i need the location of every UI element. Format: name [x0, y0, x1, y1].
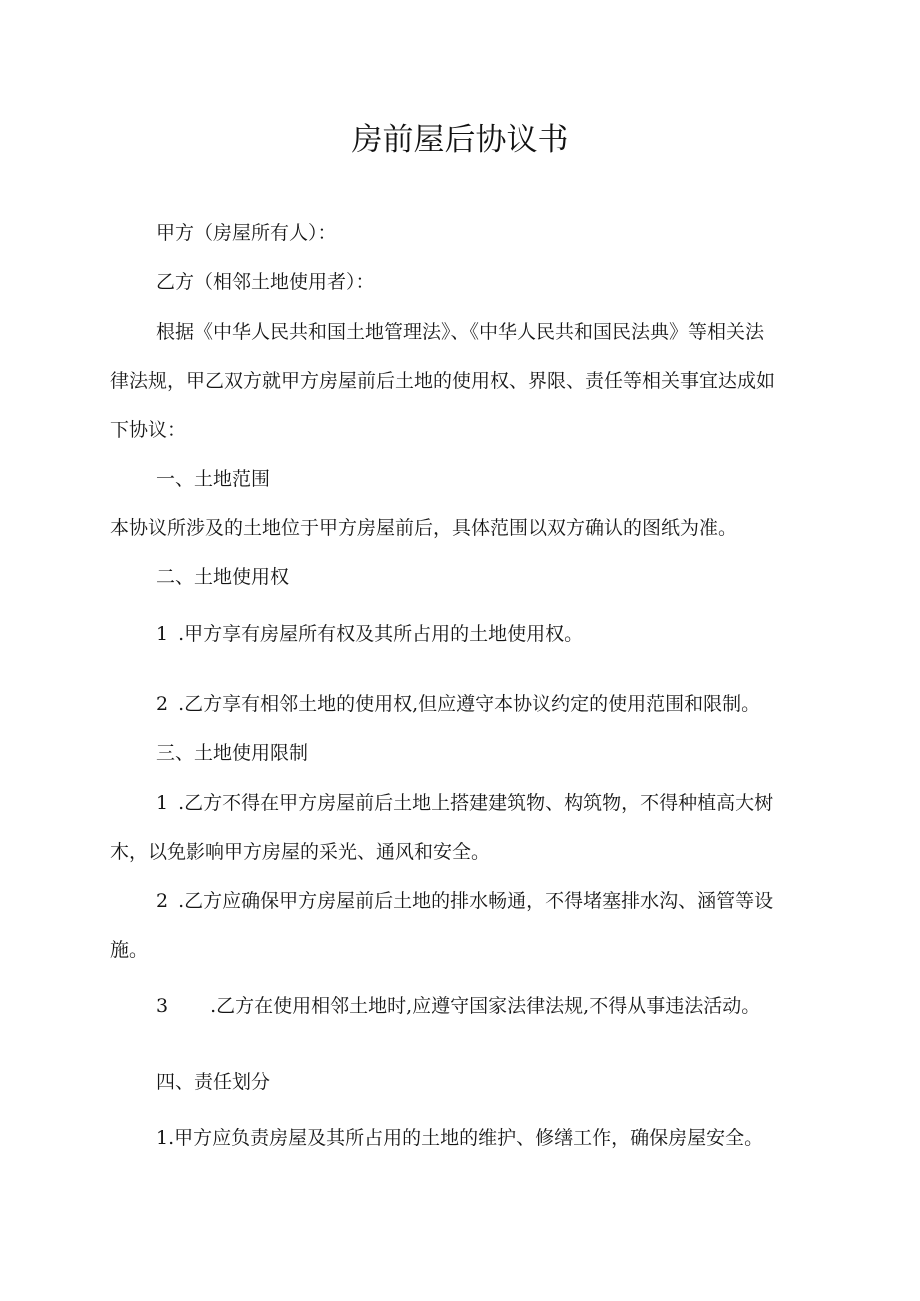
section-3-heading: 三、土地使用限制: [156, 742, 309, 764]
item-number: 3: [156, 995, 169, 1017]
item-text: .甲方应负责房屋及其所占用的土地的维护、修缮工作，确保房屋安全。: [168, 1127, 764, 1149]
item-number: 1: [156, 623, 169, 645]
item-text: .乙方应确保甲方房屋前后土地的排水畅通，不得堵塞排水沟、涵管等设: [178, 890, 774, 912]
party-a-line: 甲方（房屋所有人）：: [156, 222, 337, 244]
section-3-item-3: [156, 992, 760, 1020]
section-3-item-2: [156, 887, 773, 915]
section-3-item-1-continuation: 木，以免影响甲方房屋的采光、通风和安全。: [110, 841, 491, 863]
item-text: .乙方不得在甲方房屋前后土地上搭建建筑物、构筑物，不得种植高大树: [178, 792, 774, 814]
intro-line-1: 根据《中华人民共和国土地管理法》、《中华人民共和国民法典》等相关法: [156, 321, 765, 343]
item-number: 2: [156, 890, 169, 912]
section-1-paragraph: 本协议所涉及的土地位于甲方房屋前后，具体范围以双方确认的图纸为准。: [110, 517, 738, 539]
item-number: 1: [156, 1127, 169, 1149]
item-number: 2: [156, 693, 169, 715]
item-number: 1: [156, 792, 169, 814]
page-title: 房前屋后协议书: [351, 122, 569, 158]
section-2-item-2: [156, 690, 760, 718]
intro-line-3: 下协议：: [110, 419, 187, 441]
section-3-item-2-continuation: 施。: [110, 939, 149, 961]
party-b-line: 乙方（相邻土地使用者）：: [156, 271, 375, 293]
section-1-heading: 一、土地范围: [156, 468, 271, 490]
section-3-item-1: [156, 789, 773, 817]
item-text: .甲方享有房屋所有权及其所占用的土地使用权。: [178, 623, 584, 645]
section-2-heading: 二、土地使用权: [156, 566, 290, 588]
item-text: .乙方在使用相邻土地时,应遵守国家法律法规,不得从事违法活动。: [210, 995, 761, 1017]
item-text: .乙方享有相邻土地的使用权,但应遵守本协议约定的使用范围和限制。: [178, 693, 761, 715]
section-4-heading: 四、责任划分: [156, 1071, 271, 1093]
intro-line-2: 律法规，甲乙双方就甲方房屋前后土地的使用权、界限、责任等相关事宜达成如: [110, 370, 776, 392]
section-2-item-1: [156, 620, 583, 648]
section-4-item-1: [156, 1124, 763, 1152]
